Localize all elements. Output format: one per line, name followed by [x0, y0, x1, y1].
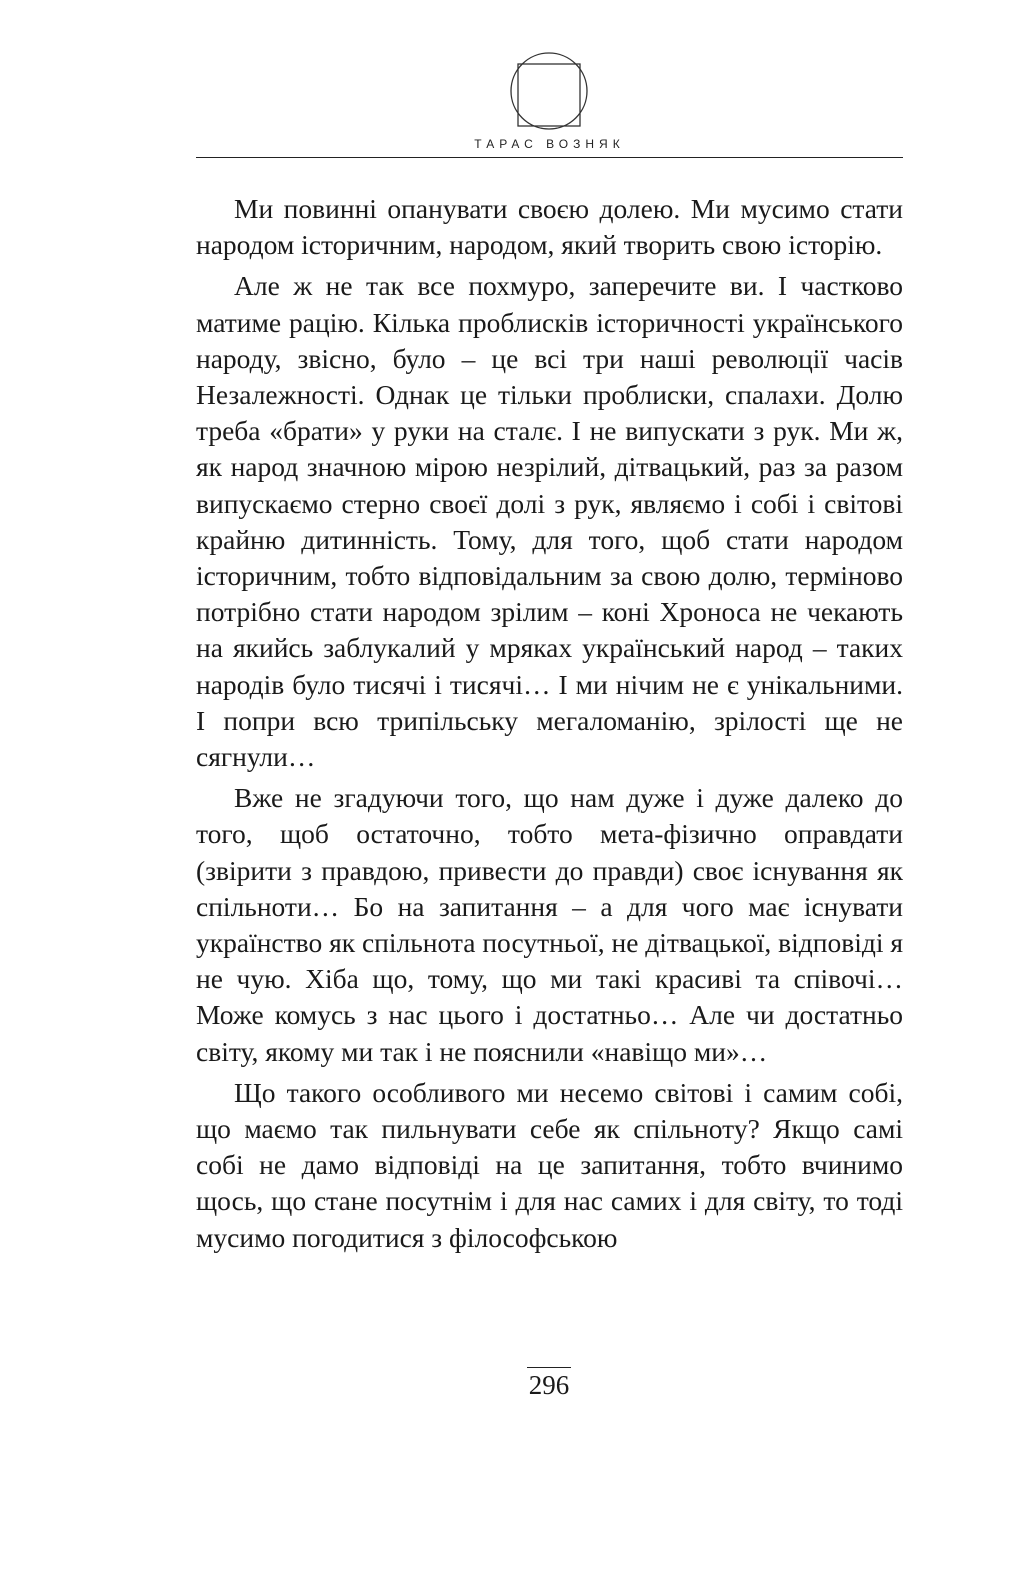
paragraph: Ми повинні опанувати своєю долею. Ми мусимо стати народом історичним, народом, який творить свою історію.	[196, 193, 903, 261]
body-text	[196, 191, 903, 1261]
circle-square-emblem-icon	[508, 50, 590, 132]
paragraph: Що такого особливого ми несемо світові і самим собі, що маємо так пильнувати себе як спільноту? Якщо самі собі не дамо відповіді на це запитання, тобто вчинимо щось, що стане посутнім і для нас самих і для світу, то тоді мусимо погодитися з філософською	[196, 1076, 903, 1253]
running-head-author: ТАРАС ВОЗНЯК	[474, 137, 625, 151]
page-number: 296	[527, 1367, 572, 1402]
paragraph: Вже не згадуючи того, що нам дуже і дуже далеко до того, щоб остаточно, тобто мета-фізично оправдати (звірити з правдою, привести до правди) своє існування як спільноти… Бо на запитання – а для чого має існувати українство як спільнота посутньої, не дітвацької, відповіді я не чую. Хіба що, тому, що ми такі красиві та співочі… Може комусь з нас цього і достатньо… Але чи достатньо світу, якому ми так і не пояснили «навіщо ми»…	[196, 782, 903, 1067]
header-rule	[196, 157, 903, 158]
paragraph: Але ж не так все похмуро, заперечите ви. І частково матиме рацію. Кілька проблисків історичності українського народу, звісно, було – це всі три наші революції часів Незалежності. Однак це тільки проблиски, спалахи. Долю треба «брати» у руки на сталє. І не випускати з рук. Ми ж, як народ значною мірою незрілий, дітвацький, раз за разом випускаємо стерно своєї долі з рук, являємо і собі і світові крайню дитинність. Тому, для того, щоб стати народом історичним, тобто відповідальним за свою долю, терміново потрібно стати народом зрілим – коні Хроноса не чекають на якийсь заблукалий у мряках український народ – таких народів було тисячі і тисячі… І ми нічим не є унікальними. І попри всю трипільську мегаломанію, зрілості ще не сягнули…	[196, 270, 903, 773]
page-number-container	[0, 1367, 1024, 1403]
